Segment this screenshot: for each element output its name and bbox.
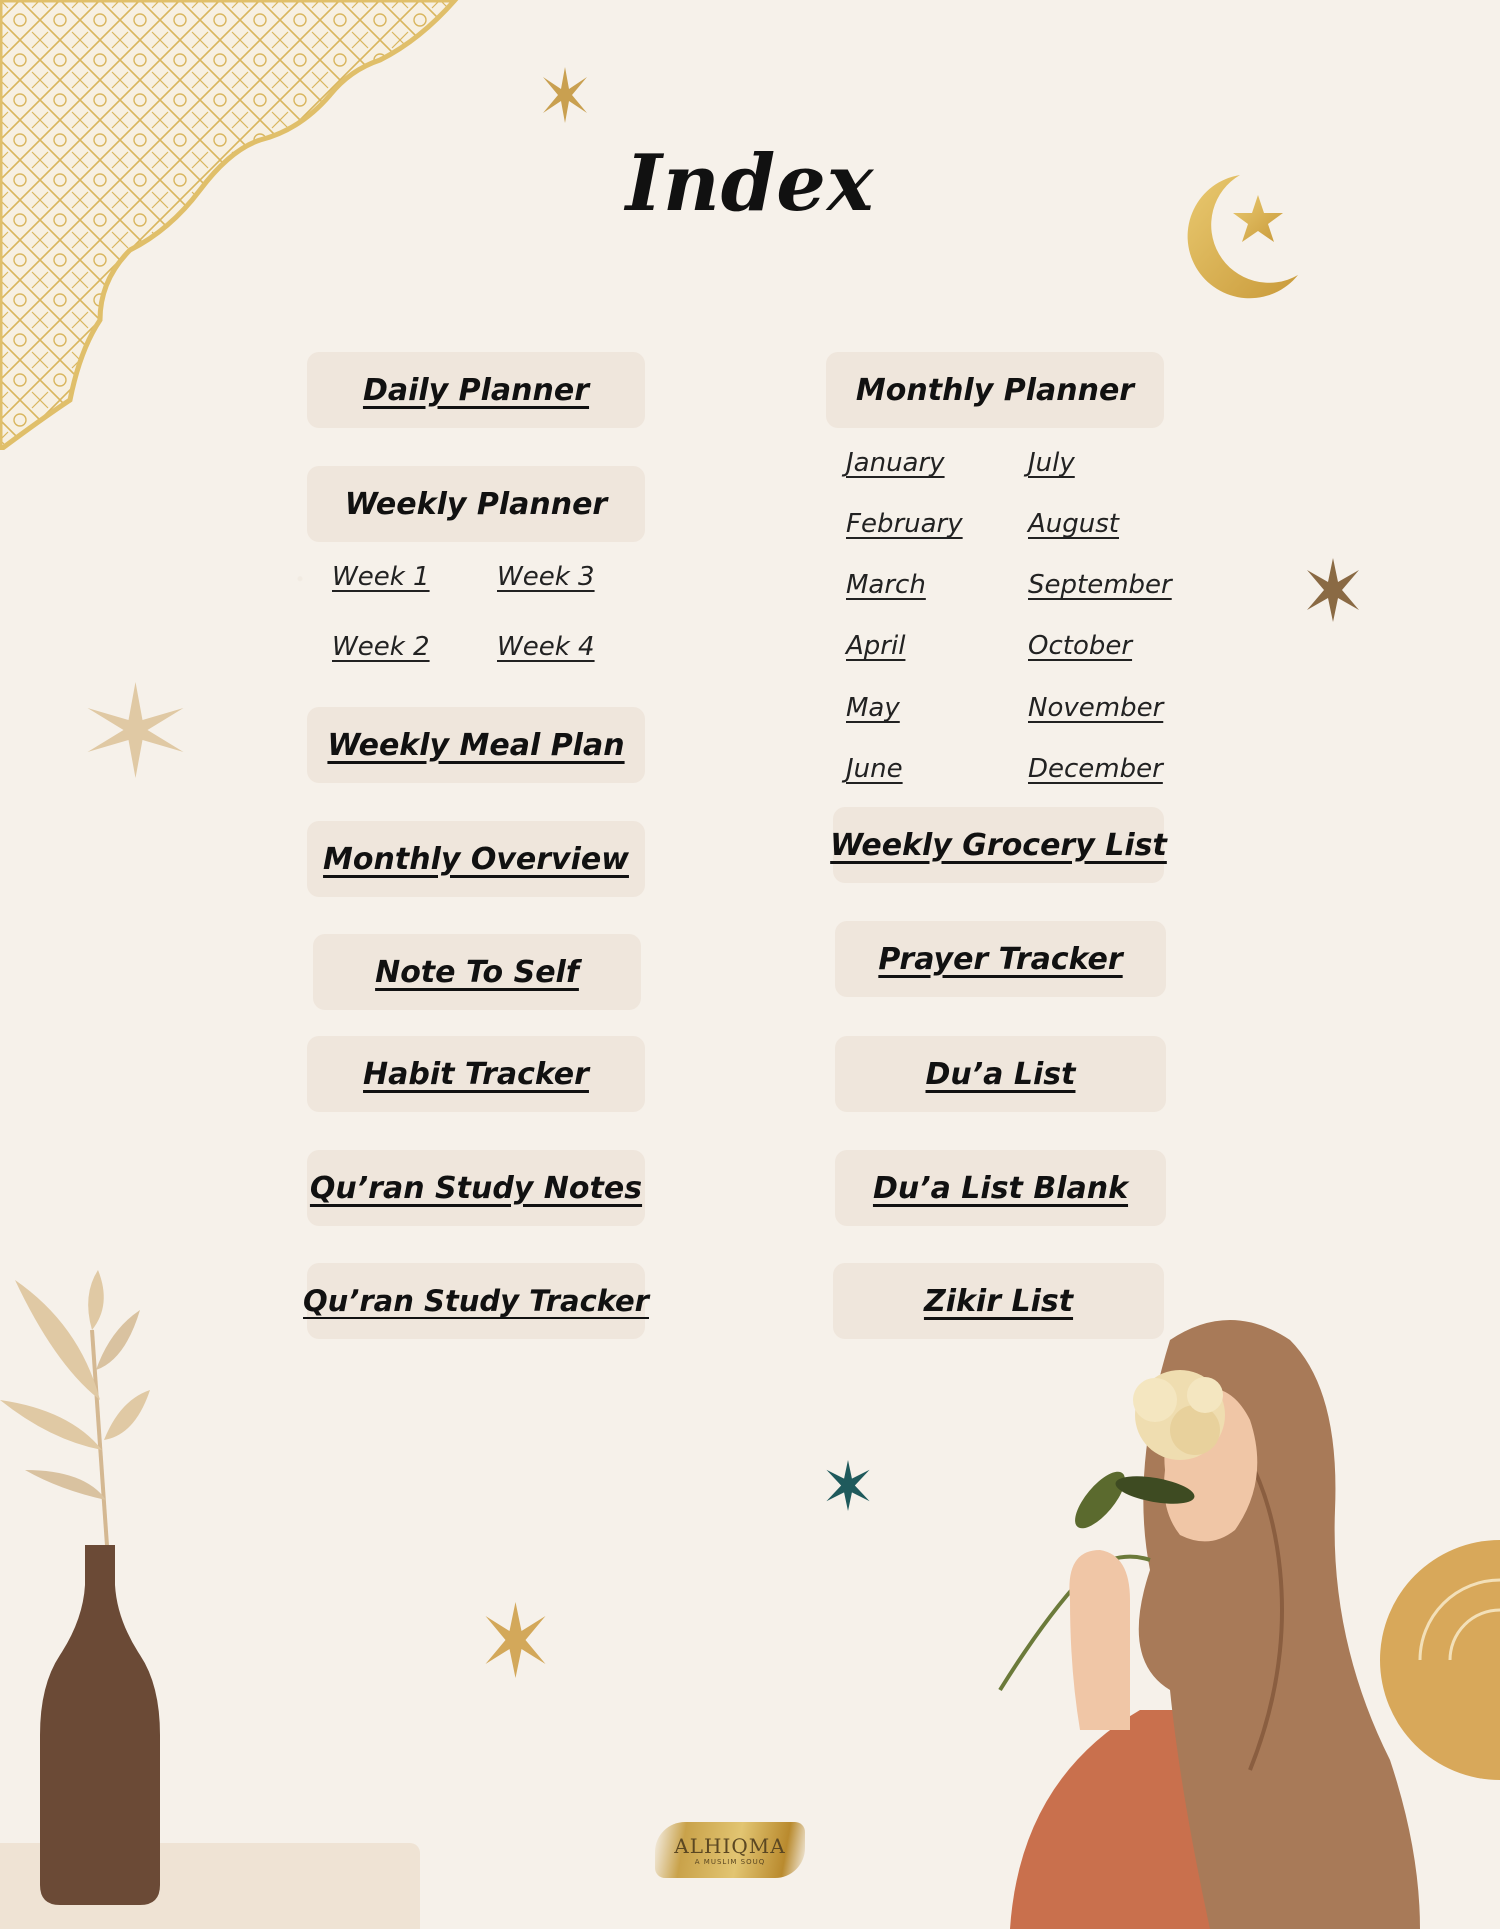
month-link-february[interactable]: February <box>846 509 963 539</box>
monthly-overview-link[interactable]: Monthly Overview <box>307 821 645 897</box>
quran-study-tracker-link[interactable]: Qu’ran Study Tracker <box>307 1263 645 1339</box>
weekly-grocery-list-link[interactable]: Weekly Grocery List <box>833 807 1164 883</box>
vase-icon <box>35 1545 165 1905</box>
star-sparkle-icon <box>1298 555 1368 625</box>
dua-list-link[interactable]: Du’a List <box>835 1036 1166 1112</box>
month-link-november[interactable]: November <box>1028 693 1164 723</box>
month-link-january[interactable]: January <box>846 448 945 478</box>
monthly-planner-heading[interactable]: Monthly Planner <box>826 352 1164 428</box>
weekly-meal-plan-link[interactable]: Weekly Meal Plan <box>307 707 645 783</box>
month-link-april[interactable]: April <box>846 631 906 661</box>
month-link-may[interactable]: May <box>846 693 900 723</box>
logo-tagline: A MUSLIM SOUQ <box>694 1858 766 1866</box>
page-title: Index <box>625 138 875 229</box>
week-4-link[interactable]: Week 4 <box>497 632 595 662</box>
dua-list-blank-link[interactable]: Du’a List Blank <box>835 1150 1166 1226</box>
note-to-self-link[interactable]: Note To Self <box>313 934 641 1010</box>
star-sparkle-icon <box>478 1600 553 1680</box>
week-3-link[interactable]: Week 3 <box>497 562 595 592</box>
daily-planner-link[interactable]: Daily Planner <box>307 352 645 428</box>
quran-study-notes-link[interactable]: Qu’ran Study Notes <box>307 1150 645 1226</box>
star-sparkle-icon <box>818 1458 878 1513</box>
prayer-tracker-link[interactable]: Prayer Tracker <box>835 921 1166 997</box>
alhiqma-logo <box>655 1822 805 1878</box>
month-link-july[interactable]: July <box>1028 448 1075 478</box>
habit-tracker-link[interactable]: Habit Tracker <box>307 1036 645 1112</box>
plant-leaves-icon <box>0 1270 150 1560</box>
zikir-list-link[interactable]: Zikir List <box>833 1263 1164 1339</box>
week-1-link[interactable]: Week 1 <box>332 562 430 592</box>
month-link-october[interactable]: October <box>1028 631 1133 661</box>
logo-name: ALHIQMA <box>674 1834 786 1858</box>
month-link-september[interactable]: September <box>1028 570 1172 600</box>
month-link-march[interactable]: March <box>846 570 926 600</box>
weekly-planner-heading[interactable]: Weekly Planner <box>307 466 645 542</box>
star-sparkle-icon <box>78 680 193 780</box>
week-2-link[interactable]: Week 2 <box>332 632 430 662</box>
star-sparkle-icon <box>535 65 595 125</box>
month-link-december[interactable]: December <box>1028 754 1163 784</box>
woman-with-flower-illustration <box>980 1310 1500 1929</box>
month-link-june[interactable]: June <box>846 754 903 784</box>
month-link-august[interactable]: August <box>1028 509 1119 539</box>
